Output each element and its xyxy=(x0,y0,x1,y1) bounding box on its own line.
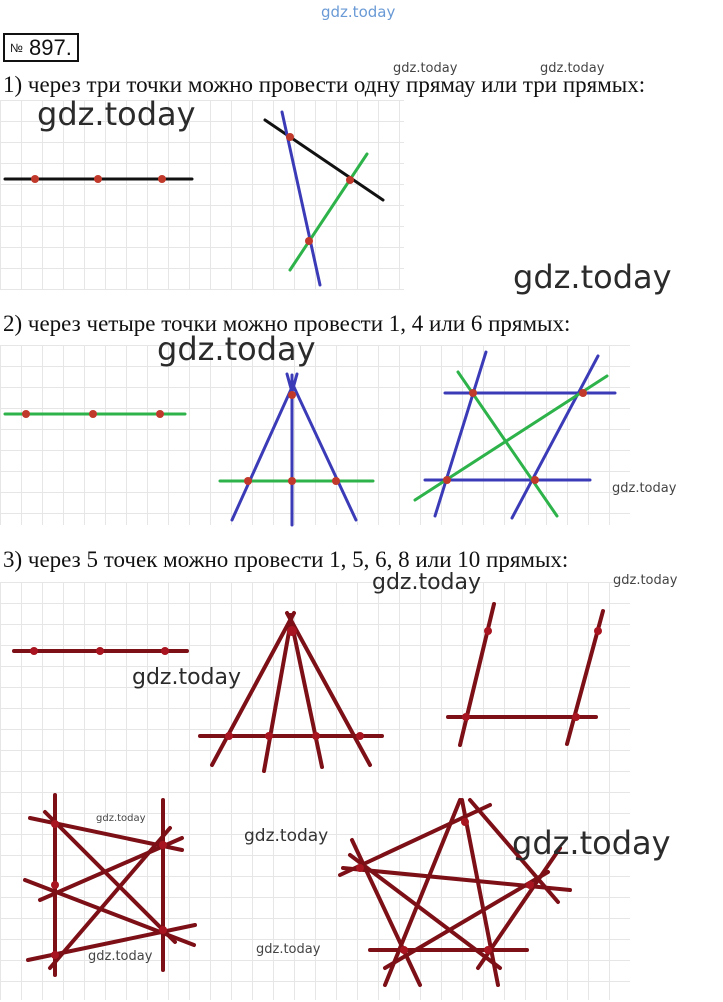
watermark-top: gdz.today xyxy=(321,3,396,21)
watermark: gdz.today xyxy=(372,570,482,595)
task-1-text: 1) через три точки можно провести одну прямау или три прямых: xyxy=(3,72,646,97)
watermark: gdz.today xyxy=(612,481,677,496)
task-2-text: 2) через четыре точки можно провести 1, 4 или 6 прямых: xyxy=(3,311,571,336)
watermark: gdz.today xyxy=(88,949,153,964)
watermark: gdz.today xyxy=(513,258,672,296)
number-sign: № xyxy=(10,41,23,55)
fig-1-three-lines xyxy=(265,112,383,285)
watermark: gdz.today xyxy=(157,330,316,368)
number-value: 897. xyxy=(29,35,72,60)
watermark: gdz.today xyxy=(393,61,458,76)
watermark: gdz.today xyxy=(540,61,605,76)
watermark: gdz.today xyxy=(512,824,671,862)
watermark: gdz.today xyxy=(37,95,196,133)
fig-2-four-lines xyxy=(220,374,373,525)
watermark: gdz.today xyxy=(244,826,329,846)
watermark: gdz.today xyxy=(613,573,678,588)
fig-3-five-lines xyxy=(200,613,382,771)
task-3-text: 3) через 5 точек можно провести 1, 5, 6, 8 или 10 прямых: xyxy=(3,547,569,572)
fig-2-six-lines xyxy=(415,352,615,518)
watermark: gdz.today xyxy=(96,813,146,824)
watermark: gdz.today xyxy=(132,665,242,690)
watermark: gdz.today xyxy=(256,942,321,957)
fig-3-six-lines xyxy=(448,604,603,745)
